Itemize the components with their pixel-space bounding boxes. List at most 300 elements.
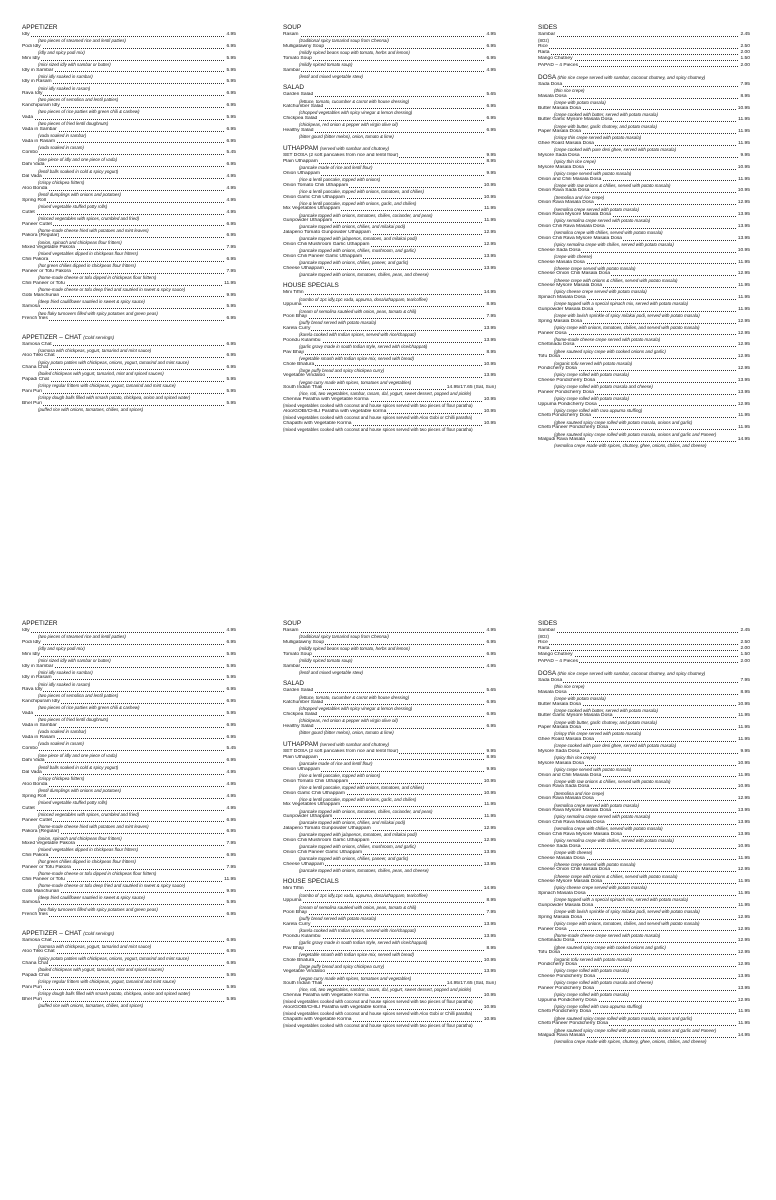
item-name: Raita [538,646,550,652]
item-price: 5.95 [226,377,236,383]
item-name: Rasam [283,628,299,633]
item-name: Vada [22,114,34,120]
menu-item [22,723,236,729]
item-price: 11.95 [738,306,750,312]
menu-item [538,773,750,779]
item-description: (ghee sauteed spicy crepe with cooked onions and garlic) [554,348,666,354]
menu-item [283,802,496,808]
item-name: Podi Idly [22,639,41,645]
dot-leader [283,926,496,927]
item-name: Gobi Manchurian [22,292,60,298]
item-price: 10.95 [483,182,496,188]
section-note: (Cold servings) [83,334,115,340]
section-note: (Cold servings) [83,930,115,936]
item-name: Idly in Rasam [22,675,52,681]
item-price: 11.95 [224,876,236,882]
item-name: Cheese Uthappam [283,265,324,271]
item-description: (crepe with lavish sprinkle of spicy milakai podi, served with potato masala) [554,313,700,319]
dot-leader [22,71,236,72]
item-name: Onion Chili Paneer Garlic Uthappam [283,253,363,259]
item-price: 11.95 [738,737,750,743]
item-price: 5.95 [226,67,236,73]
menu-item [22,127,236,133]
item-name: Dahi Vada [22,162,45,168]
item-description: (spicy potato patties with chickpeas, onions, yogurt, tamarind and mint sauce) [38,359,189,365]
item-description: (garlic gravy made in south Indian style, served with rice/chappati) [299,344,428,350]
item-name: Vada [22,710,34,716]
dot-leader [22,857,236,858]
item-price: 12.95 [737,938,750,944]
menu-item [283,290,496,296]
item-price: 1.50 [740,652,750,658]
item-description: (onion, spinach and chickpeas flour fritters) [38,835,122,841]
item-name: Cheese Onion Chili Masala Dosa [538,867,611,873]
menu-item [538,32,750,38]
item-description: (mixed vegetables cooked with coconut and house spices served with two pieces of flour paratha) [283,999,473,1005]
item-description: (mixed vegetables dipped in chickpeas flour fritters) [38,847,139,853]
item-description: (rice, roti, two vegetables, sambar, rasam, dal, yogurt, sweet dessert, popped and pickle) [299,987,472,993]
item-name: Jalapeno Tomato Gunpowder Uthappam [283,826,371,832]
item-price: 10.95 [483,957,496,963]
item-name: Chapathi with Vegetable Korma [283,1016,352,1022]
dot-leader [538,954,750,955]
item-price: 8.95 [486,945,496,951]
menu-item [22,389,236,395]
item-description: (spicy crepe rolled with potato masala and cheese) [554,980,653,986]
item-name: Katchumber Salad [283,700,324,706]
menu-item [22,853,236,859]
menu-item [283,350,496,356]
item-description: (mini idly soaked in rasam) [38,681,91,687]
menu-item [22,293,236,299]
item-price: 13.95 [737,235,750,241]
item-price: 10.95 [483,397,496,403]
dot-leader [538,650,750,651]
item-description: (two pieces of fried lentil doughnuts) [38,717,109,723]
item-name: Tomato Soup [283,55,312,61]
item-price: 11.95 [484,206,496,212]
item-price: 2.50 [740,639,750,645]
item-name: Onion Chili Mushroom Garlic Uthappam [283,241,370,247]
item-price: 5.45 [226,150,236,156]
item-price: 12.95 [737,366,750,372]
item-name: Masala Dosa [538,93,567,99]
section-heading [283,24,496,32]
item-name: Sada Dosa [538,677,563,683]
menu-item [538,212,750,218]
dot-leader [22,308,236,309]
item-description: (rice & lentil pancake, topped with onions) [299,773,381,779]
dot-leader [22,989,236,990]
item-price: 4.95 [226,32,236,37]
item-name: Onion Uthappam [283,766,320,772]
dot-leader [22,154,236,155]
item-name: Onion and Chili Masala Dosa [538,176,602,182]
menu-item [538,413,750,419]
menu-item [538,331,750,337]
menu-item [22,841,236,847]
dot-leader [22,762,236,763]
dot-leader [22,202,236,203]
item-price: 5.65 [486,688,496,694]
item-name: SET DOSA (2 soft pancakes from rice and lentil flour) [283,152,399,158]
item-price: 6.95 [226,233,236,239]
item-price: 10.95 [737,843,750,849]
item-price: 5.95 [226,996,236,1002]
item-description: (lentil dumplings with onions and potatoes) [38,788,121,794]
item-name: Dahi Vada [22,758,45,764]
item-description: (mildly spiced tomato soup) [299,657,353,663]
menu-item [538,725,750,731]
dot-leader [283,902,496,903]
item-description: (crepe cooked with butter, served with potato masala) [554,111,658,117]
item-name: Paneer Pondicherry Dosa [538,389,595,395]
section-title: DOSA [538,669,556,677]
item-description: (large puffy bread and spicy chickpea curry) [299,367,385,373]
menu-item [538,1033,750,1039]
item-price: 5.95 [226,675,236,681]
item-price: 14.95 [483,886,496,892]
item-description: (ghee sauteed spicy crepe rolled with potato masala, onions and garlic) [554,1015,693,1021]
item-name: Paper Masala Dosa [538,725,581,731]
menu-item [22,222,236,228]
section-note: (served with sambar and chutney) [319,741,390,747]
item-price: 5.95 [226,663,236,669]
item-name: Paneer Dosa [538,330,567,336]
item-price: 9.95 [740,152,750,158]
menu-item [22,912,236,918]
menu-item [538,153,750,159]
item-name: Chetti Paneer Pondicherry Dosa [538,1021,609,1027]
item-price: 6.95 [226,43,236,49]
item-description: (pancake topped with onions, tomatoes, chilies, coriander, and peas) [299,212,433,218]
menu-item [538,891,750,897]
item-description: (vada soaked in rasam) [38,740,84,746]
item-description: (vegan curry made with spices, tomatoes and vegetables) [299,379,412,385]
item-price: 11.95 [738,725,750,731]
menu-item [538,165,750,171]
menu-item [538,659,750,665]
item-name: Samosa [22,900,40,906]
item-description: (pancake topped with onions, chilies, and milakai podi) [299,224,406,230]
item-name: Tomato Soup [283,651,312,657]
section-heading [283,878,496,886]
menu-item [22,997,236,1003]
menu-item [22,758,236,764]
item-name: Plain Uthappam [283,159,318,164]
section-title: SIDES [538,24,558,31]
item-price: 9.95 [486,766,496,772]
item-description: (vada soaked in sambar) [38,133,87,138]
item-price: 14.95/17.65 (Sat, Sun) [446,981,496,987]
dot-leader [22,786,236,787]
menu-item [22,806,236,812]
menu-item [22,973,236,979]
item-price: 5.95 [226,900,236,906]
dot-leader [283,294,496,295]
item-description: (one piece of idly and one piece of vada) [38,156,118,162]
item-description: (crispy dough balls filled with smash potato, chickpea, onion and spiced water) [38,991,191,997]
item-price: 6.95 [226,734,236,740]
item-price: 11.95 [738,902,750,908]
menu-item [22,949,236,955]
item-price: 6.95 [226,853,236,859]
dot-leader [22,381,236,382]
item-description: (pancake topped with onions, chilies, and milakai podi) [299,820,406,826]
item-price: 6.95 [486,651,496,657]
item-price: 6.95 [226,949,236,955]
item-price: 6.95 [226,365,236,371]
item-price: 6.95 [226,353,236,359]
item-price: 8.95 [486,755,496,760]
dot-leader [22,691,236,692]
item-price: 11.95 [738,855,750,861]
item-description: (home-made cheese crepe served with potato masala) [554,932,661,938]
section-title: UTHAPPAM [283,740,319,748]
dot-leader [22,821,236,822]
item-name: Ghee Roast Masala Dosa [538,737,594,743]
item-description: (semolina crepe served with potato masala) [554,206,639,212]
item-name: Karela Curry [283,325,311,331]
menu-item [22,900,236,906]
section-note: (thin rice crepe served with sambar, coconut chutney, and spicy chutney) [557,74,706,80]
menu-item [22,829,236,835]
menu-item [283,969,496,975]
item-price: 9.95 [486,170,496,176]
item-name: Papadi Chat [22,973,49,979]
section-title: APPETIZER [22,620,58,627]
item-description: (chickpeas, red onion & pepper with virgin olive oil) [299,122,398,128]
item-name: Mix Vegetables Uthappam [283,802,341,808]
menu-item [283,981,496,987]
item-description: (mildly spiced tomato soup) [299,61,353,67]
menu-item [283,409,496,415]
item-price: 13.95 [737,819,750,825]
item-description: (pancake made of rice and lentil flour) [299,165,373,171]
item-price: 4.95 [226,174,236,180]
item-description: (spicy thin rice crepe) [554,159,596,165]
item-description: (pancake topped with onions, chilies, mushroom, and garlic) [299,248,416,254]
item-price: 10.95 [737,760,750,766]
item-description: (spicy crepe served with potato masala) [554,171,632,176]
item-name: Mango Chutney [538,652,573,658]
item-description: (home-made cheese crepe served with potato masala) [554,336,661,342]
menu-item [283,958,496,964]
section-title: SIDES [538,620,558,627]
menu-item [22,150,236,156]
item-name: Mysore Masala Dosa [538,760,584,766]
menu-item [538,425,750,431]
menu-item [22,401,236,407]
item-name: Onion Rava Sada Dosa [538,784,590,790]
item-name: Onion Chili Paneer Garlic Uthappam [283,849,363,855]
item-price: 13.95 [483,969,496,975]
item-name: Paneer or Tofu Pakora [22,268,71,274]
item-name: Sada Dosa [538,81,563,87]
item-price: 12.95 [737,867,750,873]
menu-item [538,248,750,254]
item-name: Vada in Rasam [22,734,56,740]
menu-item [22,628,236,634]
item-description: (mixed vegetables cooked with coconut and house spices served with two pieces of flour paratha) [283,403,473,409]
item-name: Paneer Cutlet [22,221,52,227]
item-description: (lentil balls soaked in cold & spicy yogurt) [38,764,119,770]
item-description: (rice, roti, two vegetables, sambar, rasam, dal, yogurt, sweet dessert, popped and pickle) [299,391,472,397]
item-description: (spicy semolina crepe served with potato masala) [554,218,651,224]
section-heading [283,680,496,688]
item-description: (pancake topped with onions, chilies, paneer, and garlic) [299,856,409,861]
item-description: (spicy cheese crepe served with potato masala) [554,289,647,295]
spacer [22,323,236,329]
item-price: 5.95 [226,79,236,85]
dot-leader [283,318,496,319]
item-price: 10.95 [737,247,750,253]
item-price: 10.95 [483,1016,496,1022]
item-price: 4.95 [226,197,236,203]
item-name: Spring Roll [22,793,46,799]
item-name: Spring Masala Dosa [538,914,583,920]
menu-item [22,938,236,944]
item-price: 5.95 [226,984,236,990]
menu-item [538,342,750,348]
item-name: Sambar [283,663,301,669]
section-title: SOUP [283,620,302,627]
menu-item [283,700,496,706]
item-description: (combo of 1pc idly,1pc vada, uppuma, dosa/uthappam, tea/coffee) [299,296,428,302]
item-price: 13.95 [737,831,750,837]
item-name: Onion Chili Rava Mysore Masala Dosa [538,235,622,241]
item-name: Aloo/GOBI/CHILI Paratha with vegetable korma [283,408,387,414]
section-title: APPETIZER – CHAT [22,333,82,341]
item-price: 12.95 [737,200,750,206]
item-price: 6.95 [486,104,496,110]
section-title: HOUSE SPECIALS [283,878,339,886]
menu-item [22,877,236,883]
dot-leader [22,48,236,49]
item-name: Mini Tiffin [283,886,304,892]
menu-item [538,260,750,266]
item-description: (samosa with chickpeas, yogurt, tamarind and mint sauce) [38,943,152,949]
item-description: (hot green chilies dipped in chickpeas flour fritters) [38,263,136,269]
item-price: 6.95 [486,723,496,729]
menu-item [283,385,496,391]
item-price: 12.95 [483,826,496,832]
item-description: (8Oz) [538,634,549,640]
item-description: (thin rice crepe) [554,88,585,94]
item-description: (chopped vegetables with spicy vinegar & lemon dressing) [299,706,413,712]
menu-item [538,283,750,289]
item-name: Cheese Sada Dosa [538,843,581,849]
dot-leader [283,728,496,729]
item-name: Chole Bhatura [283,957,315,963]
menu-column-soup-salad-specials [283,620,496,1029]
item-description: (mini idly soaked in rasam) [38,85,91,91]
section-title: DOSA [538,73,556,81]
menu-item [538,129,750,135]
item-name: Onion Rava Masala Dosa [538,796,594,802]
dot-leader [538,86,750,87]
item-description: (karela cooked with Indian spices, served with rice/chappati) [299,928,416,934]
item-description: (minced vegetables with spices, crumbled and fried) [38,215,140,221]
dot-leader [283,71,496,72]
item-description: (semolina crepe with chilies, served with potato masala) [554,230,663,236]
item-price: 12.95 [737,950,750,956]
item-name: Idly [22,628,30,633]
item-description: (organic tofu served with potato masala) [554,360,633,366]
item-price: 5.95 [226,114,236,120]
menu-item [283,1017,496,1023]
item-price: 11.95 [484,814,496,820]
item-name: Mix Vegetables Uthappam [283,206,341,212]
item-name: Pakora (Regular) [22,233,60,239]
menu-item [22,233,236,239]
menu-item [283,326,496,332]
menu-item [283,712,496,718]
item-name: Mysore Masala Dosa [538,164,584,170]
item-name: Vegetable Vindaloo [283,373,326,379]
item-description: (ghee sauteed spicy crepe with cooked onions and garlic) [554,944,666,950]
menu-item [283,886,496,892]
menu-item [283,56,496,62]
item-description: (spicy semolina crepe served with potato masala) [554,814,651,820]
item-name: Samosa Chat [22,937,52,943]
item-name: Paneer Cutlet [22,817,52,823]
item-name: Paper Masala Dosa [538,129,581,135]
item-price: 10.95 [483,420,496,426]
item-description: (chopped vegetables with spicy vinegar & lemon dressing) [299,110,413,116]
dot-leader [22,632,236,633]
dot-leader [22,715,236,716]
item-price: 12.95 [737,318,750,324]
menu-item [22,711,236,717]
item-description: (minced vegetables with spices, crumbled and fried) [38,811,140,817]
item-price: 5.65 [486,92,496,98]
menu-item [22,198,236,204]
menu-item [538,1021,750,1027]
menu-item [538,141,750,147]
menu-column-sides-dosa [538,24,750,449]
item-price: 13.95 [483,861,496,867]
menu-item [22,139,236,145]
item-name: Chettinadu Dosa [538,938,575,944]
item-name: Cheese Uthappam [283,861,324,867]
item-price: 7.95 [486,314,496,320]
section-note: (served with sambar and chutney) [319,145,390,151]
menu-item [283,338,496,344]
item-price: 4.95 [486,67,496,73]
item-price: 11.95 [738,713,750,719]
item-name: Mixed Vegetable Pakora [22,245,76,251]
item-price: 10.95 [737,105,750,111]
item-name: Pani Puri [22,388,42,394]
item-name: Chetti Pondicherry Dosa [538,413,592,419]
item-description: (spicy crepe rolled with potato masala) [554,396,629,402]
dot-leader [538,334,750,335]
menu-item [538,678,750,684]
item-price: 10.95 [483,778,496,784]
section-heading [22,24,236,32]
item-description: (puffy bread served with potato masala) [299,916,377,922]
item-price: 7.95 [226,245,236,251]
menu-item [283,755,496,761]
menu-item [22,174,236,180]
item-price: 2.00 [740,658,750,664]
item-name: Idly [22,32,30,37]
item-price: 6.95 [226,639,236,645]
menu-item [538,1009,750,1015]
dot-leader [22,95,236,96]
item-description: (two flaky turnovers filled with spicy potatoes and green peas) [38,310,158,316]
